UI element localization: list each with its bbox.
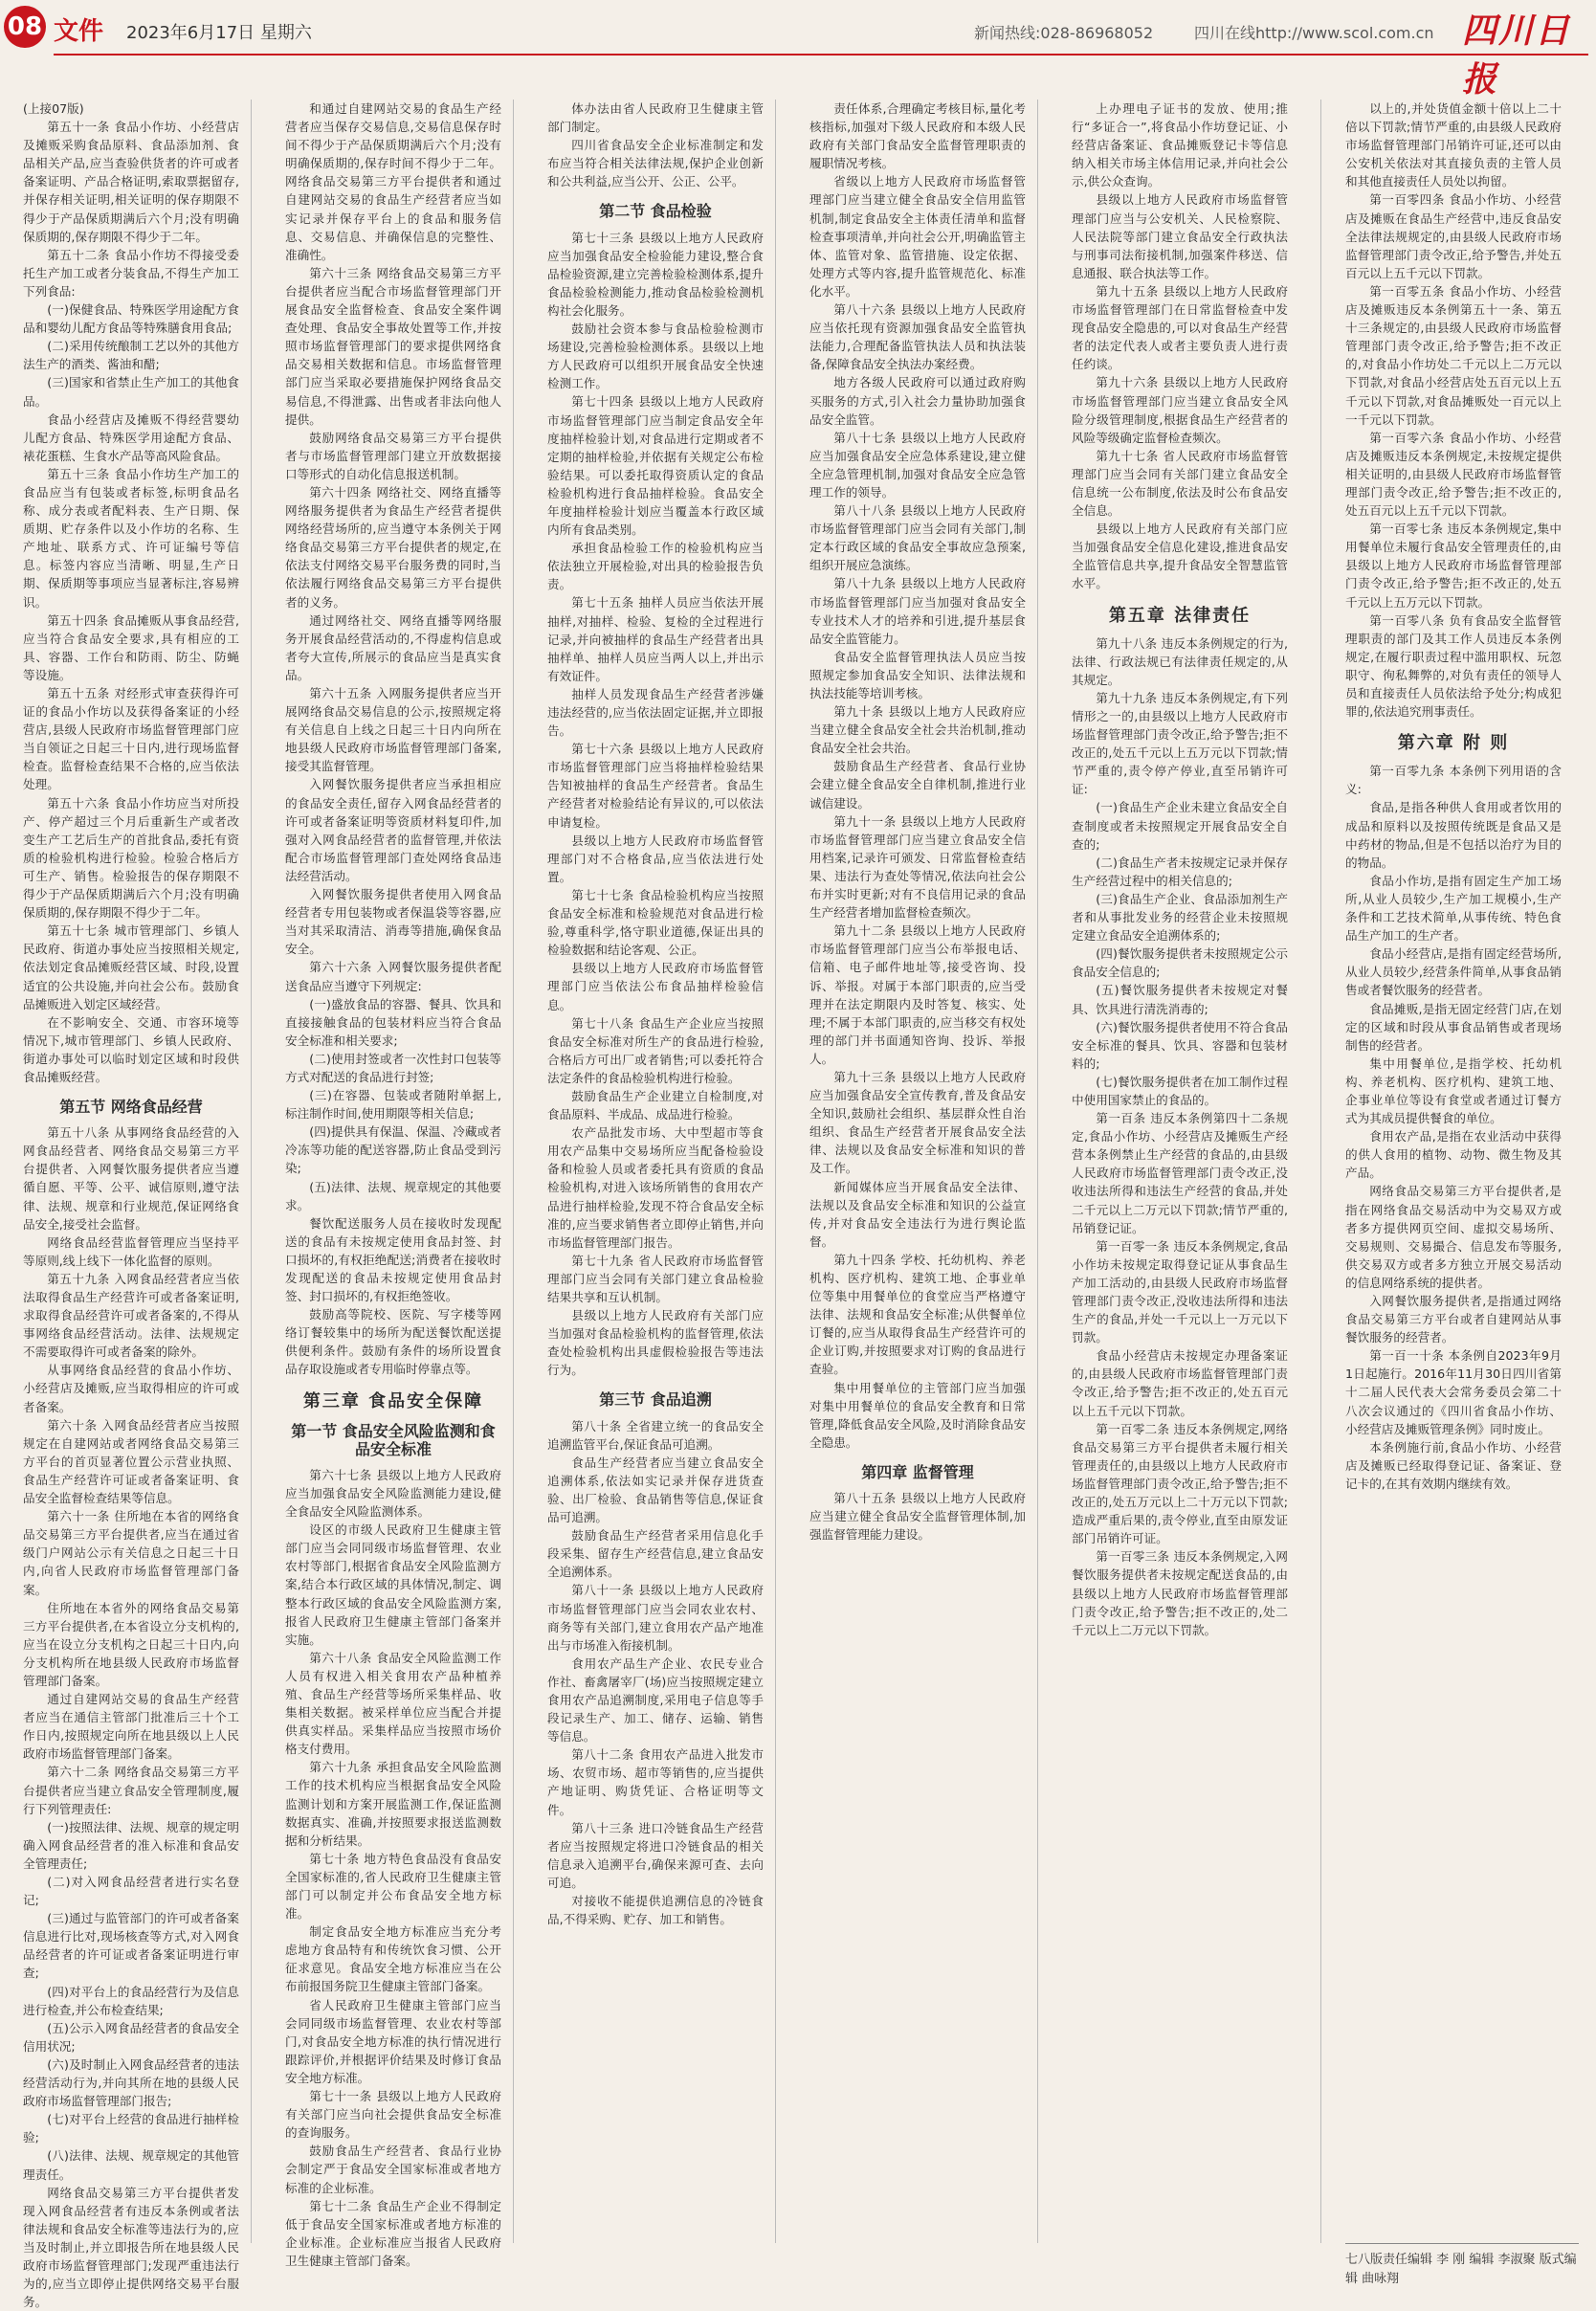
article-paragraph: 上办理电子证书的发放、使用;推行“多证合一”,将食品小作坊登记证、小经营店备案证、食品摊贩登记卡等信息纳入相关市场主体信用记录,并向社会公示,供公众查询。 bbox=[1072, 101, 1288, 189]
article-paragraph: 第一百零九条 本条例下列用语的含义: bbox=[1345, 764, 1562, 797]
article-paragraph: 餐饮配送服务人员在接收时发现配送的食品有未按规定使用食品封签、封口损坏的,有权拒绝配送;消费者在接收时发现配送的食品未按规定使用食品封签、封口损坏的,有权拒绝签收。 bbox=[285, 1215, 501, 1304]
article-paragraph: 第八十三条 进口冷链食品生产经营者应当按照规定将进口冷链食品的相关信息录入追溯平台,确保来源可查、去向可追。 bbox=[547, 1820, 764, 1890]
article-paragraph: 第六十四条 网络社交、网络直播等网络服务提供者为食品生产经营者提供网络经营场所的,应当遵守本条例关于网络食品交易第三方平台提供者的规定,在依法支付网络交易平台服务费的同时,当依法履行网络食品交易第三方平台提供者的义务。 bbox=[285, 484, 501, 610]
article-paragraph: 县级以上地方人民政府市场监督管理部门应当与公安机关、人民检察院、人民法院等部门建立食品安全行政执法与刑事司法衔接机制,加强案件移送、信息通报、联合执法等工作。 bbox=[1072, 192, 1288, 280]
article-paragraph: 第六十二条 网络食品交易第三方平台提供者应当建立食品安全管理制度,履行下列管理责任: bbox=[23, 1765, 239, 1816]
article-paragraph: (五)餐饮服务提供者未按规定对餐具、饮具进行清洗消毒的; bbox=[1072, 983, 1288, 1016]
article-paragraph: 县级以上地方人民政府有关部门应当加强对食品检验机构的监督管理,依法查处检验机构出具虚假检验报告等违法行为。 bbox=[547, 1308, 764, 1378]
column-divider bbox=[775, 100, 776, 2243]
article-paragraph: 本条例施行前,食品小作坊、小经营店及摊贩已经取得登记证、备案证、登记卡的,在其有效期内继续有效。 bbox=[1345, 1439, 1562, 1491]
article-paragraph: 第九十三条 县级以上地方人民政府应当加强食品安全宣传教育,普及食品安全知识,鼓励社会组织、基层群众性自治组织、食品生产经营者开展食品安全法律、法规以及食品安全标准和知识的普及工作。 bbox=[809, 1069, 1026, 1176]
article-paragraph: 在不影响安全、交通、市容环境等情况下,城市管理部门、乡镇人民政府、街道办事处可以临时划定区域和时段供食品摊贩经营。 bbox=[23, 1014, 239, 1084]
article-paragraph: 第八十二条 食用农产品进入批发市场、农贸市场、超市等销售的,应当提供产地证明、购货凭证、合格证明等文件。 bbox=[547, 1747, 764, 1817]
article-paragraph: (一)盛放食品的容器、餐具、饮具和直接接触食品的包装材料应当符合食品安全标准和相关要求; bbox=[285, 996, 501, 1048]
text-column-2 bbox=[285, 100, 501, 2268]
article-paragraph: 体办法由省人民政府卫生健康主管部门制定。 bbox=[547, 101, 764, 135]
article-paragraph: 县级以上地方人民政府市场监督管理部门对不合格食品,应当依法进行处置。 bbox=[547, 833, 764, 884]
article-paragraph: 和通过自建网站交易的食品生产经营者应当保存交易信息,交易信息保存时间不得少于产品保质期满后六个月;没有明确保质期的,保存时间不得少于二年。网络食品交易第三方平台提供者和通过自建网站交易的食品生产经营者应当如实记录并保存平台上的食品和服务信息、交易信息、并确保信息的完整性、准确性。 bbox=[285, 101, 501, 262]
article-paragraph: 第九十五条 县级以上地方人民政府市场监督管理部门在日常监督检查中发现食品安全隐患的,可以对食品生产经营者的法定代表人或者主要负责人进行责任约谈。 bbox=[1072, 283, 1288, 372]
article-paragraph: 第一百零四条 食品小作坊、小经营店及摊贩在食品生产经营中,违反食品安全法律法规规定的,由县级人民政府市场监督管理部门责令改正,给予警告,并处五百元以上五千元以下罚款。 bbox=[1345, 192, 1562, 280]
article-paragraph: 第九十九条 违反本条例规定,有下列情形之一的,由县级以上地方人民政府市场监督管理部门责令改正,给予警告;拒不改正的,处五千元以上五万元以下罚款;情节严重的,责令停产停业,直至吊销许可证: bbox=[1072, 690, 1288, 797]
article-paragraph: (三)国家和省禁止生产加工的其他食品。 bbox=[23, 375, 239, 409]
article-paragraph: 食品生产经营者应当建立食品安全追溯体系,依法如实记录并保存进货查验、出厂检验、食品销售等信息,保证食品可追溯。 bbox=[547, 1455, 764, 1525]
article-paragraph: (一)保健食品、特殊医学用途配方食品和婴幼儿配方食品等特殊膳食用食品; bbox=[23, 302, 239, 336]
article-paragraph: (六)及时制止入网食品经营者的违法经营活动行为,并向其所在地的县级人民政府市场监督管理部门报告; bbox=[23, 2056, 239, 2109]
section-heading: 第五节 网络食品经营 bbox=[59, 1098, 203, 1117]
article-paragraph: 第八十条 全省建立统一的食品安全追溯监管平台,保证食品可追溯。 bbox=[547, 1418, 764, 1452]
chapter-heading: 第六章 附 则 bbox=[1397, 733, 1510, 754]
article-paragraph: 鼓励食品生产经营者、食品行业协会建立健全食品安全自律机制,推进行业诚信建设。 bbox=[809, 759, 1026, 811]
continued-note: (上接07版) bbox=[23, 101, 84, 116]
article-paragraph: (五)法律、法规、规章规定的其他要求。 bbox=[285, 1179, 501, 1212]
article-paragraph: 第七十三条 县级以上地方人民政府应当加强食品安全检验能力建设,整合食品检验资源,建立完善检验检测体系,提升食品检验检测能力,推动食品检验检测机构社会化服务。 bbox=[547, 230, 764, 318]
text-column-5 bbox=[1072, 100, 1288, 2243]
article-paragraph: 第六十七条 县级以上地方人民政府应当加强食品安全风险监测能力建设,健全食品安全风险监测体系。 bbox=[285, 1467, 501, 1520]
article-paragraph: 通过网络社交、网络直播等网络服务开展食品经营活动的,不得虚构信息或者夸大宣传,所展示的食品应当是真实食品。 bbox=[285, 612, 501, 682]
article-paragraph: 食品小经营店及摊贩不得经营婴幼儿配方食品、特殊医学用途配方食品、裱花蛋糕、生食水产品等高风险食品。 bbox=[23, 411, 239, 463]
article-paragraph: 入网餐饮服务提供者应当承担相应的食品安全责任,留存入网食品经营者的许可或者备案证明等资质材料复印件,加强对入网食品经营者的监督管理,并依法配合市场监督管理部门查处网络食品违法经营活动。 bbox=[285, 777, 501, 883]
article-paragraph: (三)食品生产企业、食品添加剂生产者和从事批发业务的经营企业未按照规定建立食品安全追溯体系的; bbox=[1072, 891, 1288, 944]
article-paragraph: 制定食品安全地方标准应当充分考虑地方食品特有和传统饮食习惯、公开征求意见。食品安全地方标准应当在公布前报国务院卫生健康主管部门备案。 bbox=[285, 1924, 501, 1994]
article-paragraph: (五)公示入网食品经营者的食品安全信用状况; bbox=[23, 2020, 239, 2054]
article-paragraph: 责任体系,合理确定考核目标,量化考核指标,加强对下级人民政府和本级人民政府有关部门食品安全监督管理职责的履职情况考核。 bbox=[809, 101, 1026, 171]
article-paragraph: 第六十九条 承担食品安全风险监测工作的技术机构应当根据食品安全风险监测计划和方案开展监测工作,保证监测数据真实、准确,并按照要求报送监测数据和分析结果。 bbox=[285, 1760, 501, 1848]
article-paragraph: 从事网络食品经营的食品小作坊、小经营店及摊贩,应当取得相应的许可或者备案。 bbox=[23, 1363, 239, 1414]
article-paragraph: 住所地在本省外的网络食品交易第三方平台提供者,在本省设立分支机构的,应当在设立分支机构之日起三十日内,向分支机构所在地县级人民政府市场监督管理部门备案。 bbox=[23, 1600, 239, 1688]
article-paragraph: 食品安全监督管理执法人员应当按照规定参加食品安全知识、法律法规和执法技能等培训考核。 bbox=[809, 649, 1026, 700]
article-paragraph: 第五十九条 入网食品经营者应当依法取得食品生产经营许可或者备案证明,求取得食品经营许可或者备案的,不得从事网络食品经营活动。法律、法规规定不需要取得许可或者备案的除外。 bbox=[23, 1271, 239, 1360]
article-paragraph: 食用农产品生产企业、农民专业合作社、畜禽屠宰厂(场)应当按照规定建立食用农产品追溯制度,采用电子信息等手段记录生产、加工、储存、运输、销售等信息。 bbox=[547, 1655, 764, 1744]
article-paragraph: 入网餐饮服务提供者,是指通过网络食品交易第三方平台或者自建网站从事餐饮服务的经营者。 bbox=[1345, 1294, 1562, 1345]
article-paragraph: 第六十三条 网络食品交易第三方平台提供者应当配合市场监督管理部门开展食品安全监督检查、食品安全案件调查处理、食品安全事故处置等工作,并按照市场监督管理部门的要求提供网络食品交易相关数据和信息。市场监督管理部门应当采取必要措施保护网络食品交易信息,不得泄露、出售或者非法向他人提供。 bbox=[285, 265, 501, 427]
article-paragraph: 第九十八条 违反本条例规定的行为,法律、行政法规已有法律责任规定的,从其规定。 bbox=[1072, 635, 1288, 687]
article-paragraph: 第九十七条 省人民政府市场监督管理部门应当会同有关部门建立食品安全信息统一公布制度,依法及时公布食品安全信息。 bbox=[1072, 448, 1288, 519]
page-number-badge: 08 bbox=[4, 6, 46, 48]
section-title: 文件 bbox=[54, 17, 104, 46]
article-paragraph: 鼓励食品生产经营者、食品行业协会制定严于食品安全国家标准或者地方标准的企业标准。 bbox=[285, 2144, 501, 2195]
article-paragraph: 第五十一条 食品小作坊、小经营店及摊贩采购食品原料、食品添加剂、食品相关产品,应当查验供货者的许可或者备案证明、产品合格证明,索取票据留存,并保存相关证明,相关证明的保存期限不得少于产品保质期满后六个月;没有明确保质期的,保存期限不得少于二年。 bbox=[23, 120, 239, 244]
article-paragraph: 第一百零八条 负有食品安全监督管理职责的部门及其工作人员违反本条例规定,在履行职责过程中滥用职权、玩忽职守、徇私舞弊的,对负有责任的领导人员和直接责任人员依法给予处分;构成犯罪的,依法追究刑事责任。 bbox=[1345, 612, 1562, 720]
article-paragraph: 第一百零三条 违反本条例规定,入网餐饮服务提供者未按规定配送食品的,由县级以上地方人民政府市场监督管理部门责令改正,给予警告;拒不改正的,处二千元以上二万元以下罚款。 bbox=[1072, 1549, 1288, 1637]
article-paragraph: 第七十条 地方特色食品没有食品安全国家标准的,省人民政府卫生健康主管部门可以制定并公布食品安全地方标准。 bbox=[285, 1851, 501, 1922]
newspaper-masthead-logo: 四川日报 bbox=[1462, 11, 1572, 100]
article-paragraph: 第五十三条 食品小作坊生产加工的食品应当有包装或者标签,标明食品名称、成分表或者配料表、生产日期、保质期、贮存条件以及小作坊的名称、生产地址、联系方式、许可证编号等信息。标签内容应当清晰、明显,生产日期、保质期等事项应当显著标注,容易辨识。 bbox=[23, 466, 239, 610]
article-paragraph: (三)通过与监管部门的许可或者备案信息进行比对,现场核查等方式,对入网食品经营者的许可证或者备案证明进行审查; bbox=[23, 1911, 239, 1981]
article-paragraph: 鼓励网络食品交易第三方平台提供者与市场监督管理部门建立开放数据接口等形式的自动化信息报送机制。 bbox=[285, 430, 501, 481]
article-paragraph: (二)使用封签或者一次性封口包装等方式对配送的食品进行封签; bbox=[285, 1051, 501, 1084]
article-paragraph: 县级以上地方人民政府市场监督管理部门应当依法公布食品抽样检验信息。 bbox=[547, 961, 764, 1012]
article-paragraph: 第七十九条 省人民政府市场监督管理部门应当会同有关部门建立食品检验结果共享和互认机制。 bbox=[547, 1253, 764, 1304]
website-link[interactable]: 四川在线http://www.scol.com.cn bbox=[1194, 24, 1434, 42]
article-paragraph: 第一百零一条 违反本条例规定,食品小作坊未按规定取得登记证从事食品生产加工活动的,由县级人民政府市场监督管理部门责令改正,没收违法所得和违法生产的食品,并处一千元以上一万元以下罚款。 bbox=[1072, 1238, 1288, 1345]
article-paragraph: 食用农产品,是指在农业活动中获得的供人食用的植物、动物、微生物及其产品。 bbox=[1345, 1129, 1562, 1181]
section-heading: 第二节 食品检验 bbox=[599, 202, 712, 221]
article-paragraph: 地方各级人民政府可以通过政府购买服务的方式,引入社会力量协助加强食品安全监管。 bbox=[809, 375, 1026, 427]
article-paragraph: 网络食品交易第三方平台提供者,是指在网络食品交易活动中为交易双方或者多方提供网页空间、虚拟交易场所、交易规则、交易撮合、信息发布等服务,供交易双方或者多方独立开展交易活动的信息网络系统的提供者。 bbox=[1345, 1184, 1562, 1290]
article-paragraph: 通过自建网站交易的食品生产经营者应当在通信主管部门批准后三十个工作日内,按照规定向所在地县级以上人民政府市场监督管理部门备案。 bbox=[23, 1692, 239, 1762]
article-paragraph: 鼓励食品生产企业建立自检制度,对食品原料、半成品、成品进行检验。 bbox=[547, 1088, 764, 1122]
article-paragraph: 对接收不能提供追溯信息的冷链食品,不得采购、贮存、加工和销售。 bbox=[547, 1894, 764, 1927]
article-paragraph: 食品小经营店未按规定办理备案证的,由县级人民政府市场监督管理部门责令改正,给予警告;拒不改正的,处五百元以上五千元以下罚款。 bbox=[1072, 1348, 1288, 1418]
article-paragraph: 第一百零七条 违反本条例规定,集中用餐单位未履行食品安全管理责任的,由县级以上地方人民政府市场监督管理部门责令改正,给予警告;拒不改正的,处五千元以上五万元以下罚款。 bbox=[1345, 522, 1562, 610]
article-paragraph: 抽样人员发现食品生产经营者涉嫌违法经营的,应当依法固定证据,并立即报告。 bbox=[547, 686, 764, 739]
article-paragraph: (一)按照法律、法规、规章的规定明确入网食品经营者的准入标准和食品安全管理责任; bbox=[23, 1819, 239, 1871]
article-paragraph: 第七十五条 抽样人员应当依法开展抽样,对抽样、检验、复检的全过程进行记录,并向被抽样的食品生产经营者出具抽样单、抽样人员应当两人以上,并出示有效证件。 bbox=[547, 595, 764, 683]
article-paragraph: 省人民政府卫生健康主管部门应当会同同级市场监督管理、农业农村等部门,对食品安全地方标准的执行情况进行跟踪评价,并根据评价结果及时修订食品安全地方标准。 bbox=[285, 1997, 501, 2085]
article-paragraph: 第七十六条 县级以上地方人民政府市场监督管理部门应当将抽样检验结果告知被抽样的食品生产经营者。食品生产经营者对检验结论有异议的,可以依法申请复检。 bbox=[547, 742, 764, 830]
article-paragraph: 入网餐饮服务提供者使用入网食品经营者专用包装物或者保温袋等容器,应当对其采取清洁、消毒等措施,确保食品安全。 bbox=[285, 887, 501, 957]
article-paragraph: (七)对平台上经营的食品进行抽样检验; bbox=[23, 2112, 239, 2145]
column-divider bbox=[513, 100, 514, 2243]
text-column-1 bbox=[23, 100, 239, 2310]
article-paragraph: 第一百零二条 违反本条例规定,网络食品交易第三方平台提供者未履行相关管理责任的,由县级以上地方人民政府市场监督管理部门责令改正,给予警告;拒不改正的,处五万元以上二十万元以下罚款;造成严重后果的,责令停业,直至由原发证部门吊销许可证。 bbox=[1072, 1421, 1288, 1546]
article-paragraph: (二)食品生产者未按规定记录并保存生产经营过程中的相关信息的; bbox=[1072, 855, 1288, 888]
article-paragraph: 食品,是指各种供人食用或者饮用的成品和原料以及按照传统既是食品又是中药材的物品,但是不包括以治疗为目的的物品。 bbox=[1345, 800, 1562, 870]
article-paragraph: (二)对入网食品经营者进行实名登记; bbox=[23, 1875, 239, 1908]
article-paragraph: 四川省食品安全企业标准制定和发布应当符合相关法律法规,保护企业创新和公共利益,应当公开、公正、公平。 bbox=[547, 138, 764, 189]
article-paragraph: 第七十八条 食品生产企业应当按照食品安全标准对所生产的食品进行检验,合格后方可出厂或者销售;可以委托符合法定条件的食品检验机构进行检验。 bbox=[547, 1015, 764, 1085]
article-paragraph: 第九十一条 县级以上地方人民政府市场监督管理部门应当建立食品安全信用档案,记录许可颁发、日常监督检查结果、违法行为查处等情况,依法向社会公布并实时更新;对有不良信用记录的食品生产经营者增加监督检查频次。 bbox=[809, 813, 1026, 921]
chapter-heading: 第三章 食品安全保障 bbox=[302, 1390, 484, 1411]
article-paragraph: (四)对平台上的食品经营行为及信息进行检查,并公布检查结果; bbox=[23, 1984, 239, 2017]
chapter-heading: 第五章 法律责任 bbox=[1108, 605, 1252, 626]
issue-date: 2023年6月17日 星期六 bbox=[126, 23, 312, 43]
article-paragraph: 第一百条 违反本条例第四十二条规定,食品小作坊、小经营店及摊贩生产经营本条例禁止生产经营的食品的,由县级人民政府市场监督管理部门责令改正,没收违法所得和违法生产经营的食品,并处二千元以上二万元以下罚款;情节严重的,吊销登记证。 bbox=[1072, 1111, 1288, 1235]
article-paragraph: 以上的,并处货值金额十倍以上二十倍以下罚款;情节严重的,由县级人民政府市场监督管理部门吊销许可证,还可以由公安机关依法对其直接负责的主管人员和其他直接责任人员处以拘留。 bbox=[1345, 101, 1562, 189]
article-paragraph: 第八十五条 县级以上地方人民政府应当建立健全食品安全监督管理体制,加强监督管理能力建设。 bbox=[809, 1491, 1026, 1543]
column-divider bbox=[251, 100, 252, 2243]
editor-credits: 七八版责任编辑 李 刚 编辑 李淑聚 版式编辑 曲咏翔 bbox=[1345, 2253, 1577, 2286]
article-paragraph: 鼓励高等院校、医院、写字楼等网络订餐较集中的场所为配送餐饮配送提供便利条件。鼓励有条件的场所设置食品存取设施或者专用临时停靠点等。 bbox=[285, 1307, 501, 1377]
article-paragraph: 鼓励食品生产经营者采用信息化手段采集、留存生产经营信息,建立食品安全追溯体系。 bbox=[547, 1528, 764, 1580]
news-hotline: 新闻热线:028-86968052 bbox=[974, 24, 1154, 42]
text-column-6 bbox=[1345, 100, 1562, 2243]
article-paragraph: 承担食品检验工作的检验机构应当依法独立开展检验,对出具的检验报告负责。 bbox=[547, 541, 764, 592]
article-paragraph: 第一百零六条 食品小作坊、小经营店及摊贩违反本条例规定,未按规定提供相关证明的,由县级人民政府市场监督管理部门责令改正,给予警告;拒不改正的,处五百元以上五千元以下罚款。 bbox=[1345, 430, 1562, 519]
article-paragraph: 鼓励社会资本参与食品检验检测市场建设,完善检验检测体系。县级以上地方人民政府可以组织开展食品安全快速检测工作。 bbox=[547, 322, 764, 391]
article-paragraph: 食品小经营店,是指有固定经营场所,从业人员较少,经营条件简单,从事食品销售或者餐饮服务的经营者。 bbox=[1345, 946, 1562, 998]
text-column-3 bbox=[547, 100, 764, 2243]
article-paragraph: (四)提供具有保温、保温、冷藏或者冷冻等功能的配送容器,防止食品受到污染; bbox=[285, 1124, 501, 1176]
article-paragraph: 第六十五条 入网服务提供者应当开展网络食品交易信息的公示,按照规定将有关信息自上线之日起三十日内向所在地县级人民政府市场监督管理部门备案,接受其监督管理。 bbox=[285, 686, 501, 774]
article-paragraph: 第七十四条 县级以上地方人民政府市场监督管理部门应当制定食品安全年度抽样检验计划,对食品进行定期或者不定期的抽样检验,并依据有关规定公布检验结果。可以委托取得资质认定的食品检验机构进行食品抽样检验。食品安全年度抽样检验计划应当覆盖本行政区域内所有食品类别。 bbox=[547, 394, 764, 538]
article-paragraph: 第九十二条 县级以上地方人民政府市场监督管理部门应当公布举报电话、信箱、电子邮件地址等,接受咨询、投诉、举报。对属于本部门职责的,应当受理并在法定期限内及时答复、核实、处理;不属于本部门职责的,应当移交有权处理的部门并书面通知咨询、投诉、举报人。 bbox=[809, 923, 1026, 1066]
article-paragraph: 第八十七条 县级以上地方人民政府应当加强食品安全应急体系建设,建立健全应急管理机制,加强对食品安全应急管理工作的领导。 bbox=[809, 430, 1026, 500]
article-paragraph: 食品小作坊,是指有固定生产加工场所,从业人员较少,生产加工规模小,生产条件和工艺技术简单,从事传统、特色食品生产加工的生产者。 bbox=[1345, 873, 1562, 944]
article-paragraph: (三)在容器、包装或者随附单据上,标注制作时间,使用期限等相关信息; bbox=[285, 1088, 501, 1122]
article-paragraph: 第七十七条 食品检验机构应当按照食品安全标准和检验规范对食品进行检验,尊重科学,恪守职业道德,保证出具的检验数据和结论客观、公正。 bbox=[547, 887, 764, 958]
article-paragraph: 第五十六条 食品小作坊应当对所投产、停产超过三个月后重新生产或者改变生产工艺后生产的首批食品,委托有资质的检验机构进行检验。检验合格后方可生产、销售。检验报告的保存期限不得少于产品保质期满后六个月;没有明确保质期的,保存期限不得少于二年。 bbox=[23, 795, 239, 921]
header-rule bbox=[54, 54, 1588, 56]
article-paragraph: 第六十八条 食品安全风险监测工作人员有权进入相关食用农产品种植养殖、食品生产经营等场所采集样品、收集相关数据。被采样单位应当配合并提供真实样品。采集样品应当按照市场价格支付费用。 bbox=[285, 1650, 501, 1757]
article-paragraph: 新闻媒体应当开展食品安全法律、法规以及食品安全标准和知识的公益宣传,并对食品安全违法行为进行舆论监督。 bbox=[809, 1179, 1026, 1249]
article-paragraph: 第九十条 县级以上地方人民政府应当建立健全食品安全社会共治机制,推动食品安全社会共治。 bbox=[809, 704, 1026, 756]
article-paragraph: 第六十条 入网食品经营者应当按照规定在自建网站或者网络食品交易第三方平台的首页显著位置公示营业执照、食品生产经营许可证或者备案证明、食品安全监督检查结果等信息。 bbox=[23, 1417, 239, 1506]
article-paragraph: (一)食品生产企业未建立食品安全自查制度或者未按照规定开展食品安全自查的; bbox=[1072, 800, 1288, 852]
article-paragraph: 第八十九条 县级以上地方人民政府市场监督管理部门应当加强对食品安全专业技术人才的培养和引进,提升基层食品安全监管能力。 bbox=[809, 576, 1026, 646]
article-paragraph: 网络食品交易第三方平台提供者发现入网食品经营者有违反本条例或者法律法规和食品安全标准等违法行为的,应当及时制止,并立即报告所在地县级人民政府市场监督管理部门;发现严重违法行为的,应当立即停止提供网络交易平台服务。 bbox=[23, 2185, 239, 2310]
article-paragraph: 第九十六条 县级以上地方人民政府市场监督管理部门应当建立食品安全风险分级管理制度,根据食品生产经营者的风险等级确定监督检查频次。 bbox=[1072, 375, 1288, 445]
article-paragraph: 第八十一条 县级以上地方人民政府市场监督管理部门应当会同农业农村、商务等有关部门,建立食用农产品产地准出与市场准入衔接机制。 bbox=[547, 1583, 764, 1653]
article-paragraph: (二)采用传统酿制工艺以外的其他方法生产的酒类、酱油和醋; bbox=[23, 339, 239, 372]
article-paragraph: 第八十六条 县级以上地方人民政府应当依托现有资源加强食品安全监管执法能力,合理配备监管执法人员和执法装备,保障食品安全执法办案经费。 bbox=[809, 302, 1026, 372]
article-paragraph: 第七十一条 县级以上地方人民政府有关部门应当向社会提供食品安全标准的查询服务。 bbox=[285, 2089, 501, 2141]
article-paragraph: 第八十八条 县级以上地方人民政府市场监督管理部门应当会同有关部门,制定本行政区域的食品安全事故应急预案,组织开展应急演练。 bbox=[809, 503, 1026, 573]
article-paragraph: 设区的市级人民政府卫生健康主管部门应当会同同级市场监督管理、农业农村等部门,根据省食品安全风险监测方案,结合本行政区域的具体情况,制定、调整本行政区域的食品安全风险监测方案,报省人民政府卫生健康主管部门备案并实施。 bbox=[285, 1522, 501, 1647]
article-paragraph: 第五十八条 从事网络食品经营的入网食品经营者、网络食品交易第三方平台提供者、入网餐饮服务提供者应当遵循自愿、平等、公平、诚信原则,遵守法律、法规、规章和行业规范,保证网络食品安全,接受社会监督。 bbox=[23, 1125, 239, 1232]
article-paragraph: 第九十四条 学校、托幼机构、养老机构、医疗机构、建筑工地、企事业单位等集中用餐单位的食堂应当严格遵守法律、法规和食品安全标准;从供餐单位订餐的,应当从取得食品生产经营许可的企业订购,并按照要求对订购的食品进行查验。 bbox=[809, 1252, 1026, 1377]
section-heading: 第四章 监督管理 bbox=[861, 1462, 974, 1481]
article-paragraph: 第五十五条 对经形式审查获得许可证的食品小作坊以及获得备案证的小经营店,县级人民政府市场监督管理部门应当自领证之日起三十日内,进行现场监督检查。监督检查结果不合格的,应当依法处理。 bbox=[23, 686, 239, 792]
section-heading: 第三节 食品追溯 bbox=[599, 1390, 712, 1410]
article-paragraph: 第一百零五条 食品小作坊、小经营店及摊贩违反本条例第五十一条、第五十三条规定的,由县级人民政府市场监督管理部门责令改正,给予警告;拒不改正的,对食品小作坊处二千元以上二万元以下罚款,对食品小经营店处五百元以上五千元以下罚款,对食品摊贩处一百元以上一千元以下罚款。 bbox=[1345, 283, 1562, 427]
article-paragraph: 集中用餐单位的主管部门应当加强对集中用餐单位的食品安全教育和日常管理,降低食品安全风险,及时消除食品安全隐患。 bbox=[809, 1380, 1026, 1450]
article-paragraph: (八)法律、法规、规章规定的其他管理责任。 bbox=[23, 2148, 239, 2182]
article-paragraph: (四)餐饮服务提供者未按照规定公示食品安全信息的; bbox=[1072, 946, 1288, 980]
text-column-4 bbox=[809, 100, 1026, 2243]
article-paragraph: 第六十六条 入网餐饮服务提供者配送食品应当遵守下列规定: bbox=[285, 960, 501, 993]
section-heading: 第一节 食品安全风险监测和食品安全标准 bbox=[291, 1421, 496, 1458]
article-paragraph: 第五十四条 食品摊贩从事食品经营,应当符合食品安全要求,具有相应的工具、容器、工作台和防雨、防尘、防蝇等设施。 bbox=[23, 612, 239, 682]
article-paragraph: 第五十二条 食品小作坊不得接受委托生产加工或者分装食品,不得生产加工下列食品: bbox=[23, 247, 239, 299]
article-paragraph: (七)餐饮服务提供者在加工制作过程中使用国家禁止的食品的。 bbox=[1072, 1074, 1288, 1107]
article-paragraph: 省级以上地方人民政府市场监督管理部门应当建立健全食品安全信用监管机制,制定食品安全主体责任清单和监督检查事项清单,并向社会公开,明确监管主体、监管对象、监管措施、设定依据、处理方式等内容,提升监管规范化、标准化水平。 bbox=[809, 174, 1026, 299]
article-paragraph: 集中用餐单位,是指学校、托幼机构、养老机构、医疗机构、建筑工地、企事业单位等设有食堂或者通过订餐方式为其成员提供餐食的单位。 bbox=[1345, 1056, 1562, 1126]
article-paragraph: 农产品批发市场、大中型超市等食用农产品集中交易场所应当配备检验设备和检验人员或者委托具有资质的食品检验机构,对进入该场所销售的食用农产品进行抽样检验,发现不符合食品安全标准的,应当要求销售者立即停止销售,并向市场监督管理部门报告。 bbox=[547, 1125, 764, 1250]
column-divider bbox=[1320, 100, 1321, 2243]
article-paragraph: 第五十七条 城市管理部门、乡镇人民政府、街道办事处应当按照相关规定,依法划定食品摊贩经营区域、时段,设置适宜的公共设施,并向社会公布。鼓励食品摊贩进入划定区域经营。 bbox=[23, 923, 239, 1011]
article-paragraph: 县级以上地方人民政府有关部门应当加强食品安全信息化建设,推进食品安全监管信息共享,提升食品安全智慧监管水平。 bbox=[1072, 522, 1288, 591]
page-header bbox=[0, 0, 1596, 100]
article-paragraph: 第六十一条 住所地在本省的网络食品交易第三方平台提供者,应当在通过省级门户网站公示有关信息之日起三十日内,向省人民政府市场监督管理部门备案。 bbox=[23, 1509, 239, 1597]
column-divider bbox=[1037, 100, 1038, 2243]
footer-rule bbox=[1345, 2243, 1579, 2244]
article-paragraph: 食品摊贩,是指无固定经营门店,在划定的区域和时段从事食品销售或者现场制售的经营者。 bbox=[1345, 1001, 1562, 1053]
article-paragraph: 第七十二条 食品生产企业不得制定低于食品安全国家标准或者地方标准的企业标准。企业标准应当报省人民政府卫生健康主管部门备案。 bbox=[285, 2198, 501, 2268]
article-paragraph: 第一百一十条 本条例自2023年9月1日起施行。2016年11月30日四川省第十二届人民代表大会常务委员会第二十八次会议通过的《四川省食品小作坊、小经营店及摊贩管理条例》同时废止。 bbox=[1345, 1348, 1562, 1436]
article-paragraph: 网络食品经营监督管理应当坚持平等原则,线上线下一体化监督的原则。 bbox=[23, 1234, 239, 1268]
article-paragraph: (六)餐饮服务提供者使用不符合食品安全标准的餐具、饮具、容器和包装材料的; bbox=[1072, 1019, 1288, 1071]
